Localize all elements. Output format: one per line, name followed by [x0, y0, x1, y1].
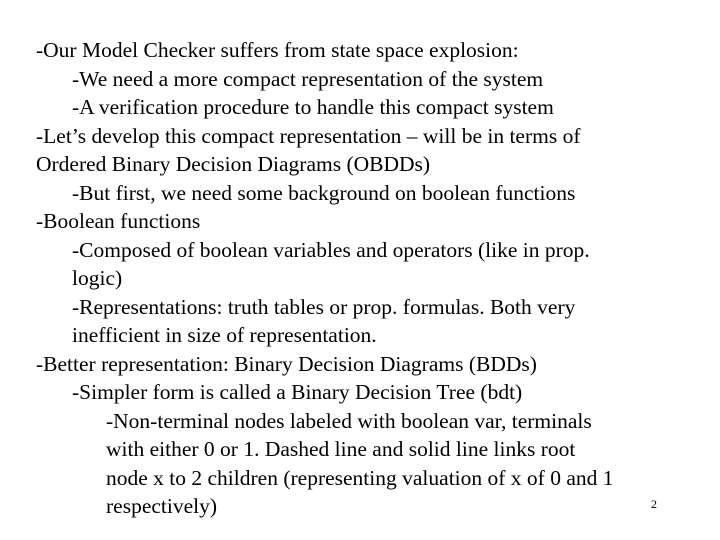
bullet-non-terminal-nodes-cont-3: respectively) — [106, 494, 218, 518]
page-number: 2 — [651, 497, 657, 511]
bullet-better-representation: -Better representation: Binary Decision Diagrams (BDDs) — [36, 351, 537, 376]
bullet-compact-representation: -We need a more compact representation of the system — [72, 66, 544, 91]
bullet-non-terminal-nodes: -Non-terminal nodes labeled with boolean var, terminals — [106, 408, 592, 433]
bullet-binary-decision-tree: -Simpler form is called a Binary Decision Tree (bdt) — [72, 380, 523, 404]
bullet-composed-of-variables: -Composed of boolean variables and operators (like in prop. — [72, 237, 590, 262]
bullet-non-terminal-nodes-cont-1: with either 0 or 1. Dashed line and solid line links root — [106, 437, 576, 461]
bullet-boolean-functions: -Boolean functions — [36, 209, 201, 233]
bullet-non-terminal-nodes-cont-2: node x to 2 children (representing valuation of x of 0 and 1 — [106, 465, 614, 490]
bullet-verification-procedure: -A verification procedure to handle this compact system — [72, 95, 554, 119]
bullet-list — [36, 36, 696, 521]
bullet-composed-of-variables-cont: logic) — [72, 266, 123, 290]
bullet-representations: -Representations: truth tables or prop. formulas. Both very — [72, 294, 576, 319]
bullet-boolean-background: -But first, we need some background on boolean functions — [72, 180, 576, 205]
bullet-develop-representation-cont: Ordered Binary Decision Diagrams (OBDDs) — [36, 152, 431, 176]
bullet-develop-representation: -Let’s develop this compact representation – will be in terms of — [36, 123, 581, 148]
bullet-representations-cont: inefficient in size of representation. — [72, 323, 377, 347]
bullet-state-space-explosion: -Our Model Checker suffers from state space explosion: — [36, 38, 519, 62]
